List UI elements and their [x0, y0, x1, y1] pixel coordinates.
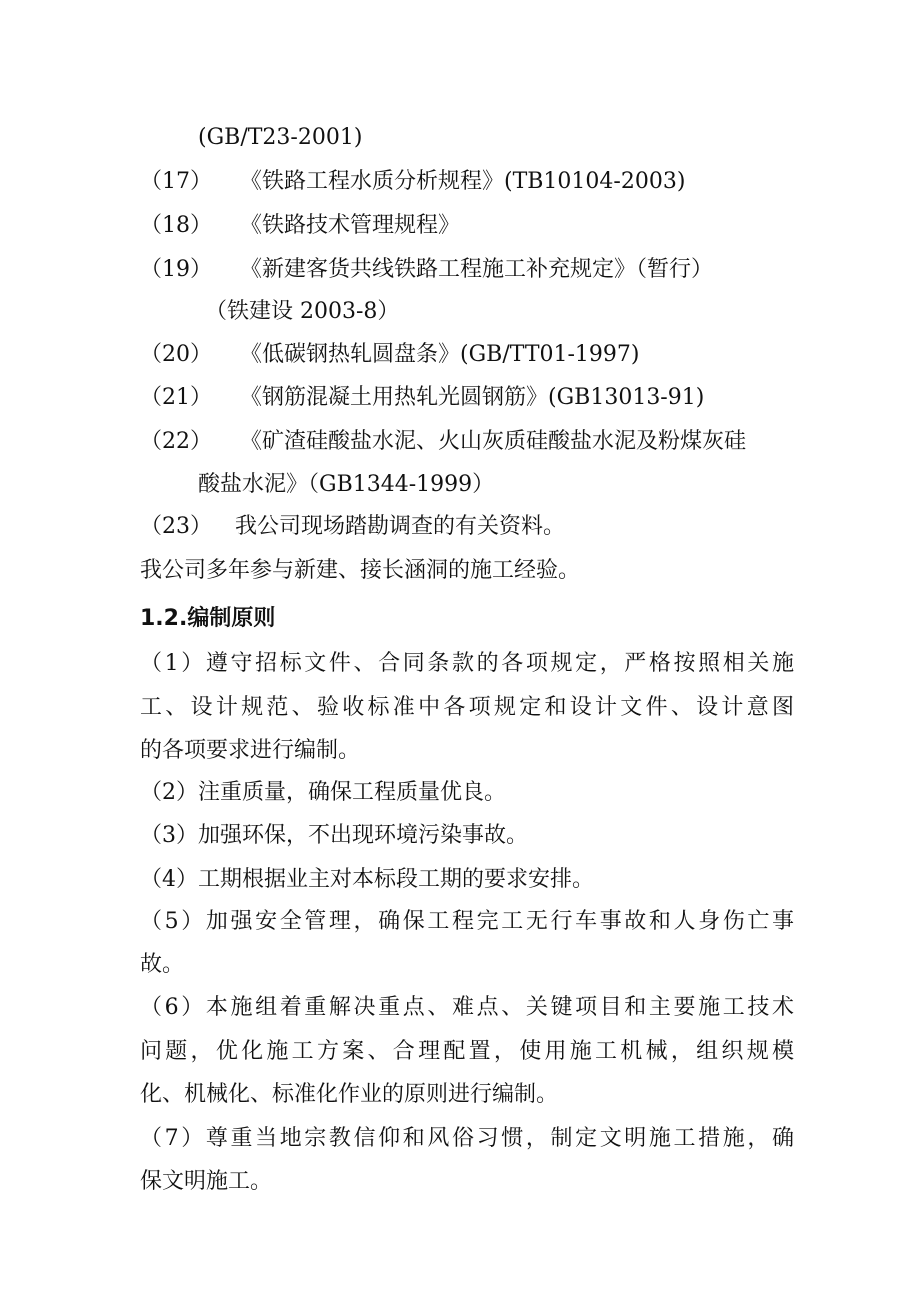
reference-continuation: （铁建设 2003-8）	[205, 299, 400, 324]
principle-line: （5）加强安全管理，确保工程完工无行车事故和人身伤亡事	[140, 909, 794, 934]
reference-number: （21）	[140, 385, 212, 410]
principle-line: 工、设计规范、验收标准中各项规定和设计文件、设计意图	[140, 695, 794, 720]
principle-line: （2）注重质量，确保工程质量优良。	[140, 780, 506, 805]
reference-title: 《低碳钢热轧圆盘条》(GB/TT01-1997)	[240, 342, 640, 367]
reference-title: 《新建客货共线铁路工程施工补充规定》（暂行）	[240, 257, 714, 282]
reference-title: 《矿渣硅酸盐水泥、火山灰质硅酸盐水泥及粉煤灰硅	[240, 429, 747, 454]
principle-line: （3）加强环保，不出现环境污染事故。	[140, 823, 528, 848]
principle-line: 化、机械化、标准化作业的原则进行编制。	[140, 1082, 559, 1107]
reference-number: （17）	[140, 169, 212, 194]
principle-line: （4）工期根据业主对本标段工期的要求安排。	[140, 867, 594, 892]
principle-line: （7）尊重当地宗教信仰和风俗习惯，制定文明施工措施，确	[140, 1126, 794, 1151]
reference-number: （23）	[140, 514, 212, 539]
principle-line: 问题，优化施工方案、合理配置，使用施工机械，组织规模	[140, 1039, 794, 1064]
principle-line: 故。	[140, 952, 185, 977]
reference-title: 我公司现场踏勘调查的有关资料。	[235, 514, 566, 539]
principle-line: 保文明施工。	[140, 1169, 273, 1194]
reference-number: （20）	[140, 342, 212, 367]
reference-title: 《铁路技术管理规程》	[240, 213, 461, 238]
experience-line: 我公司多年参与新建、接长涵洞的施工经验。	[140, 558, 581, 583]
reference-number: （22）	[140, 429, 212, 454]
principle-line: 的各项要求进行编制。	[140, 738, 361, 763]
reference-title: 《铁路工程水质分析规程》(TB10104-2003)	[240, 169, 686, 194]
reference-number: （19）	[140, 257, 212, 282]
reference-continuation: 酸盐水泥》（GB1344-1999）	[198, 472, 495, 497]
reference-16-continuation: (GB/T23-2001)	[198, 125, 363, 150]
reference-title: 《钢筋混凝土用热轧光圆钢筋》(GB13013-91)	[240, 385, 705, 410]
section-heading: 1.2.编制原则	[140, 606, 276, 631]
principle-line: （1）遵守招标文件、合同条款的各项规定，严格按照相关施	[140, 651, 794, 676]
reference-number: （18）	[140, 213, 212, 238]
principle-line: （6）本施组着重解决重点、难点、关键项目和主要施工技术	[140, 995, 794, 1020]
